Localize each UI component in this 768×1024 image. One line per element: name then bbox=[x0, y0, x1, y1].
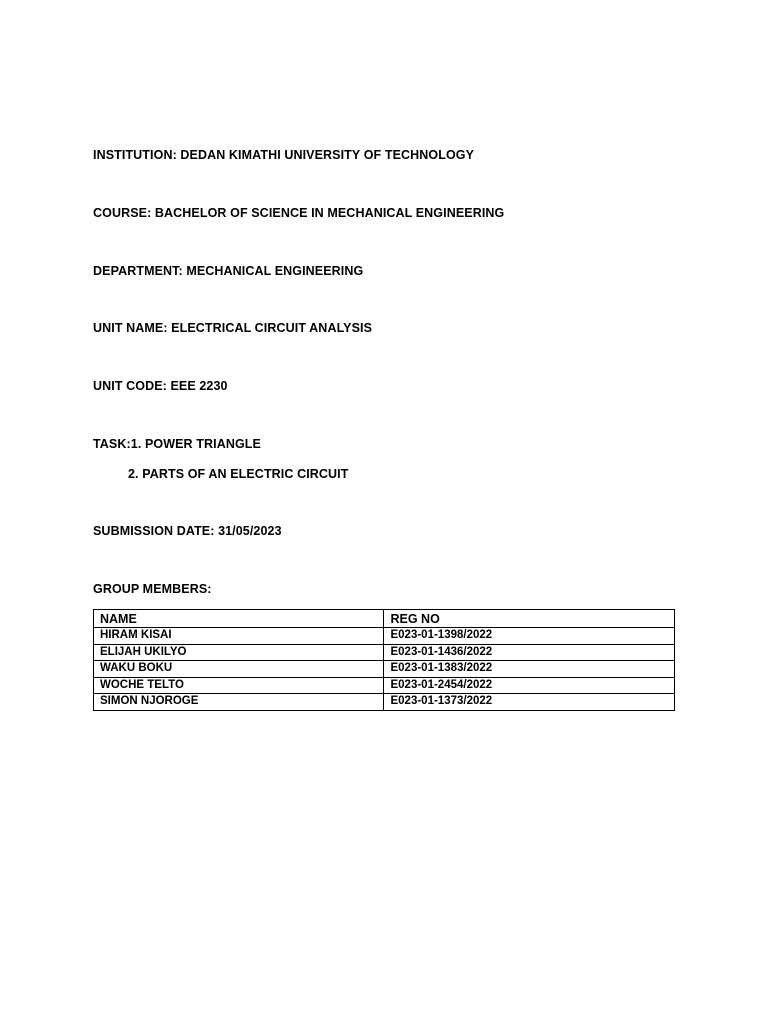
group-members-heading: GROUP MEMBERS: bbox=[93, 582, 212, 596]
course-line: COURSE: BACHELOR OF SCIENCE IN MECHANICAL ENGINEERING bbox=[93, 206, 505, 220]
header-reg-no: REG NO bbox=[384, 610, 675, 628]
member-reg-no: E023-01-1383/2022 bbox=[384, 661, 675, 678]
member-name: WAKU BOKU bbox=[94, 661, 384, 678]
member-reg-no: E023-01-1398/2022 bbox=[384, 628, 675, 645]
member-name: WOCHE TELTO bbox=[94, 677, 384, 694]
member-name: SIMON NJOROGE bbox=[94, 694, 384, 711]
member-reg-no: E023-01-2454/2022 bbox=[384, 677, 675, 694]
group-members-table bbox=[93, 609, 675, 711]
submission-date-line: SUBMISSION DATE: 31/05/2023 bbox=[93, 524, 282, 538]
table-row bbox=[94, 628, 675, 645]
table-row bbox=[94, 661, 675, 678]
unit-name-line: UNIT NAME: ELECTRICAL CIRCUIT ANALYSIS bbox=[93, 321, 373, 335]
member-name: HIRAM KISAI bbox=[94, 628, 384, 645]
task-1-line: TASK:1. POWER TRIANGLE bbox=[93, 437, 261, 451]
table-row bbox=[94, 694, 675, 711]
table-header-row bbox=[94, 610, 675, 628]
task-2-line: 2. PARTS OF AN ELECTRIC CIRCUIT bbox=[128, 467, 349, 481]
department-line: DEPARTMENT: MECHANICAL ENGINEERING bbox=[93, 264, 364, 278]
member-reg-no: E023-01-1436/2022 bbox=[384, 644, 675, 661]
table-row bbox=[94, 644, 675, 661]
unit-code-line: UNIT CODE: EEE 2230 bbox=[93, 379, 228, 393]
table-row bbox=[94, 677, 675, 694]
institution-line: INSTITUTION: DEDAN KIMATHI UNIVERSITY OF TECHNOLOGY bbox=[93, 148, 475, 162]
member-reg-no: E023-01-1373/2022 bbox=[384, 694, 675, 711]
member-name: ELIJAH UKILYO bbox=[94, 644, 384, 661]
header-name: NAME bbox=[94, 610, 384, 628]
